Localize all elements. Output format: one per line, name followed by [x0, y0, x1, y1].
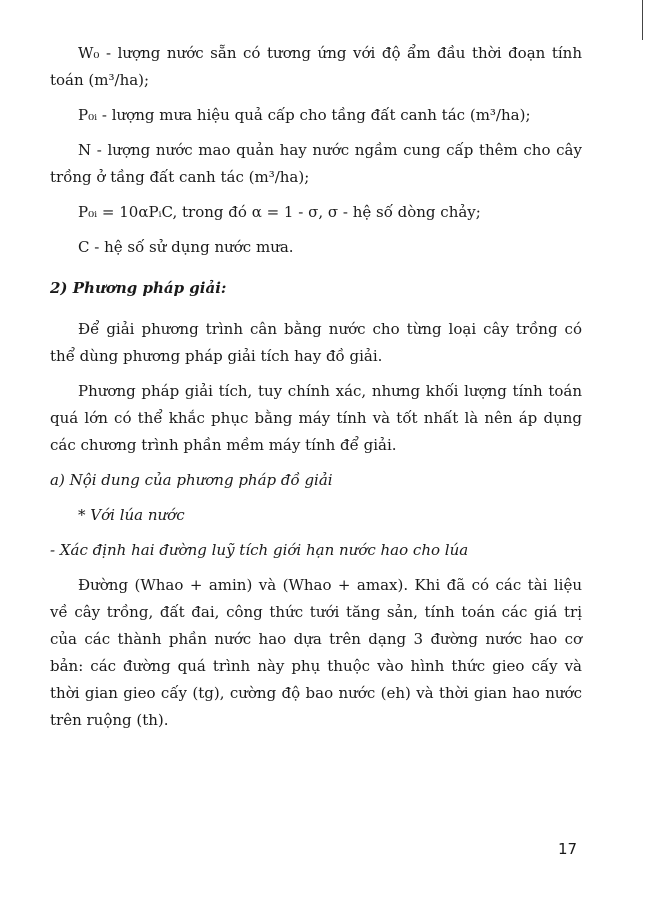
paragraph-1: Để giải phương trình cân bằng nước cho từng loại cây trồng có thể dùng phương pháp giải tích hay đồ giải.: [50, 320, 582, 365]
paragraph-3: Đường (Whao + amin) và (Whao + amax). Khi đã có các tài liệu về cây trồng, đất đai, công thức tưới tăng sản, tính toán các giá trị của các thành phần nước hao dựa trên dạng 3 đường nước hao cơ bản: các đường quá trình này phụ thuộc vào hình thức gieo cấy và thời gian gieo cấy (tg), cường độ bao nước (eh) và thời gian hao nước trên ruộng (th).: [50, 576, 582, 729]
subheading-a: a) Nội dung của phương pháp đồ giải: [50, 471, 333, 489]
dash-item: - Xác định hai đường luỹ tích giới hạn nước hao cho lúa: [50, 541, 469, 559]
definition-c: C - hệ số sử dụng nước mưa.: [78, 238, 294, 256]
definition-poi: P₀ᵢ - lượng mưa hiệu quả cấp cho tầng đất canh tác (m³/ha);: [78, 106, 531, 124]
page-number: 17: [558, 840, 578, 858]
document-page: [50, 40, 582, 734]
definition-w0: W₀ - lượng nước sẵn có tương ứng với độ ẩm đầu thời đoạn tính toán (m³/ha);: [50, 44, 582, 89]
section-heading: 2) Phương pháp giải:: [50, 279, 227, 297]
bullet-lua-nuoc: * Với lúa nước: [78, 506, 185, 524]
page-edge-line: [642, 0, 643, 40]
paragraph-2: Phương pháp giải tích, tuy chính xác, nhưng khối lượng tính toán quá lớn có thể khắc phục bằng máy tính và tốt nhất là nên áp dụng các chương trình phần mềm máy tính để giải.: [50, 382, 582, 454]
definition-formula: P₀ᵢ = 10αPᵢC, trong đó α = 1 - σ, σ - hệ số dòng chảy;: [78, 203, 481, 221]
definition-n: N - lượng nước mao quản hay nước ngầm cung cấp thêm cho cây trồng ở tầng đất canh tác (m³/ha);: [50, 141, 582, 186]
